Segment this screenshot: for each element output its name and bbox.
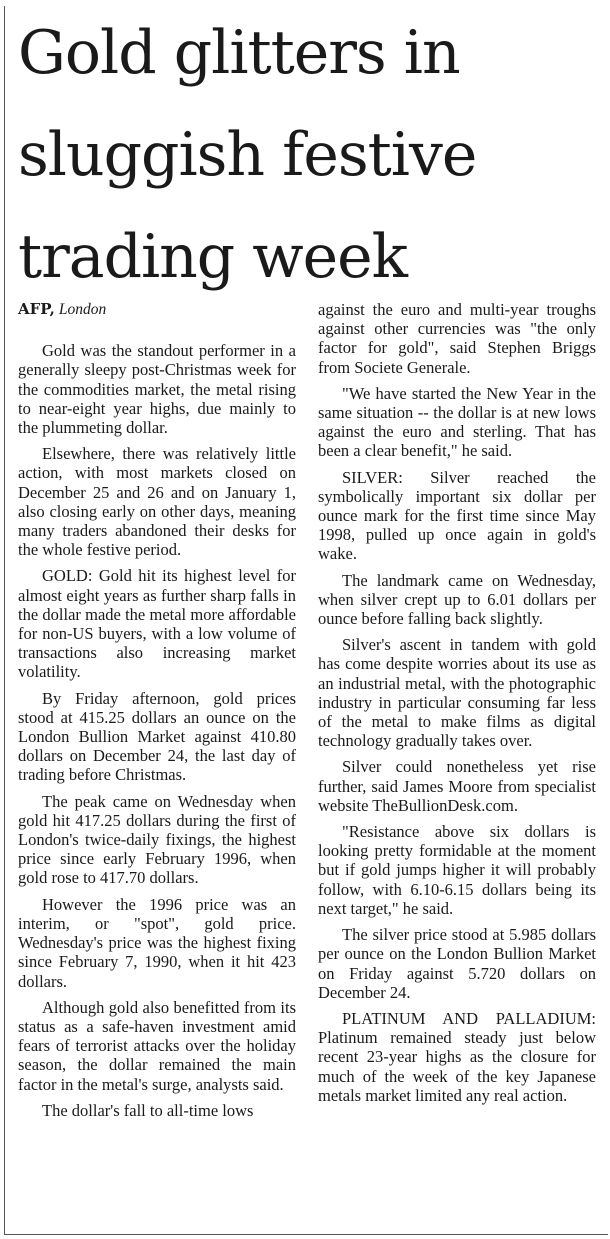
article-column-left xyxy=(18,300,296,1127)
article-paragraph: The landmark came on Wednesday, when silver crept up to 6.01 dollars per ounce before falling back slightly. xyxy=(318,570,596,629)
article-column-right xyxy=(318,300,596,1112)
article-paragraph: Gold was the standout performer in a generally sleepy post-Christmas week for the commodities market, the metal rising to near-eight year highs, due mainly to the plummeting dollar. xyxy=(18,341,296,438)
article-paragraph: The silver price stood at 5.985 dollars per ounce on the London Bullion Market on Friday against 5.720 dollars on December 24. xyxy=(318,925,596,1002)
article-paragraph: By Friday afternoon, gold prices stood at 415.25 dollars an ounce on the London Bullion Market against 410.80 dollars on December 24, the last day of trading before Christmas. xyxy=(18,688,296,785)
article-paragraph: PLATINUM AND PALLADIUM: Platinum remained steady just below recent 23-year highs as the closure for much of the week of the key Japanese metals market limited any real action. xyxy=(318,1008,596,1105)
article-paragraph: The dollar's fall to all-time lows xyxy=(42,1100,254,1120)
article-paragraph: The peak came on Wednesday when gold hit 417.25 dollars during the first of London's twice-daily fixings, the highest price since early February 1996, when gold rose to 417.70 dollars. xyxy=(18,791,296,888)
headline: Gold glitters in sluggish festive trading week xyxy=(18,18,477,292)
article-paragraph: "We have started the New Year in the same situation -- the dollar is at new lows against the euro and sterling. That has been a clear benefit," he said. xyxy=(318,383,596,461)
article-paragraph: Silver could nonetheless yet rise further, said James Moore from specialist website TheBullionDesk.com. xyxy=(318,757,596,815)
article-paragraph: Although gold also benefitted from its status as a safe-haven investment amid fears of terrorist attacks over the holiday season, the dollar remained the main factor in the metal's surge, analysts said. xyxy=(18,997,296,1094)
article-paragraph: However the 1996 price was an interim, or "spot", gold price. Wednesday's price was the highest fixing since February 7, 1990, when it hit 423 dollars. xyxy=(18,894,296,991)
article-paragraph: against the euro and multi-year troughs against other currencies was "the only factor for gold", said Stephen Briggs from Societe Generale. xyxy=(318,300,596,377)
article-paragraph: GOLD: Gold hit its highest level for almost eight years as further sharp falls in the dollar made the metal more affordable for non-US buyers, with a low volume of transactions also increasing market volatility. xyxy=(18,566,296,682)
article-paragraph: "Resistance above six dollars is looking pretty formidable at the moment but if gold jumps higher it will probably follow, with 6.10-6.15 dollars being its next target," he said. xyxy=(318,822,596,918)
byline-location: London xyxy=(58,301,107,318)
byline-agency: AFP, xyxy=(18,300,55,318)
article-paragraph: SILVER: Silver reached the symbolically important six dollar per ounce mark for the first time since May 1998, pulled up once again in gold's wake. xyxy=(318,467,596,564)
article-paragraph: Silver's ascent in tandem with gold has come despite worries about its use as an industrial metal, with the photographic industry in particular consuming far less of the metal to make films as digital technology gradually takes over. xyxy=(318,635,596,751)
dateline xyxy=(18,300,296,319)
column-rule-left xyxy=(4,6,5,1234)
column-rule-bottom xyxy=(4,1234,608,1235)
article-paragraph: Elsewhere, there was relatively little action, with most markets closed on December 25 and 26 and on January 1, also closing early on other days, meaning many traders abandoned their desks for the whole festive period. xyxy=(18,444,296,560)
